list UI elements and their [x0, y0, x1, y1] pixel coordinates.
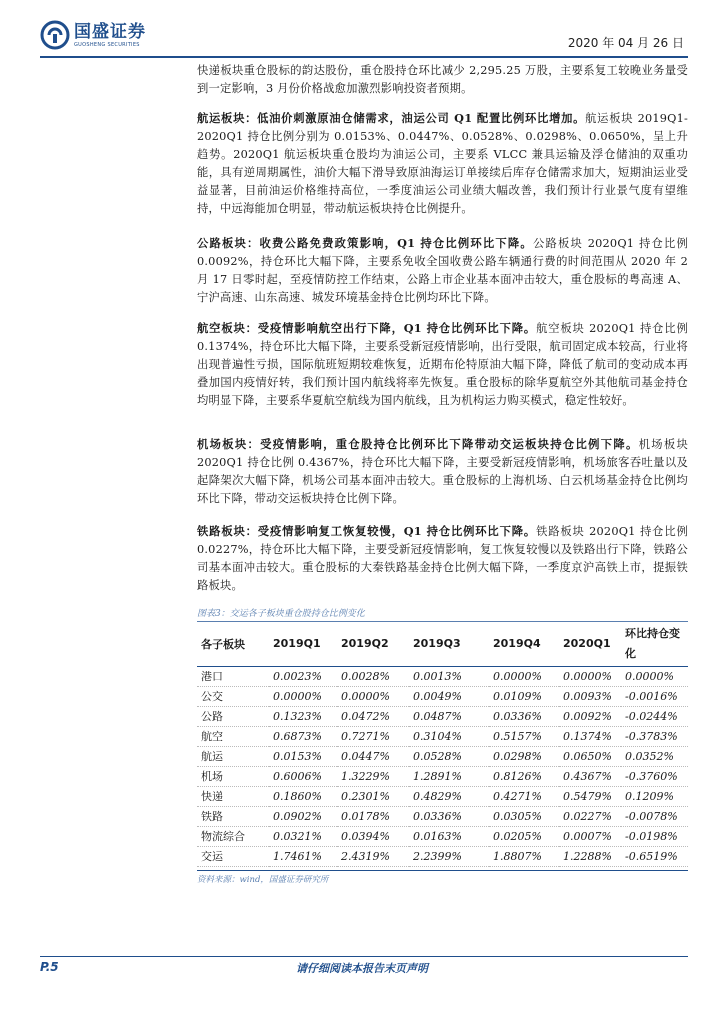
- report-date: 2020 年 04 月 26 日: [567, 36, 684, 50]
- table-cell: 0.4271%: [489, 786, 559, 806]
- page-number: P.5: [40, 960, 59, 974]
- paragraph-aviation: [197, 319, 688, 410]
- table-cell: 0.0394%: [337, 826, 409, 846]
- table-row: [197, 786, 688, 806]
- table-cell: 0.0109%: [489, 686, 559, 706]
- table-cell: 0.0007%: [559, 826, 621, 846]
- footer-disclaimer: 请仔细阅读本报告末页声明: [296, 962, 428, 975]
- table-cell: 0.0000%: [489, 666, 559, 686]
- paragraph-airport: [197, 435, 688, 508]
- row-label: 公路: [197, 706, 269, 726]
- paragraph-lead: 航运板块：低油价刺激原油仓储需求，油运公司 Q1 配置比例环比增加。: [197, 111, 586, 125]
- table-cell: 0.0023%: [269, 666, 337, 686]
- table-row: [197, 806, 688, 826]
- row-label: 公交: [197, 686, 269, 706]
- table-header-row: [197, 622, 688, 666]
- table-cell: 0.0000%: [559, 666, 621, 686]
- table-cell: 0.0650%: [559, 746, 621, 766]
- table-cell: 0.7271%: [337, 726, 409, 746]
- table-cell: 0.5479%: [559, 786, 621, 806]
- paragraph-text: 铁路板块 2020Q1 持仓比例 0.0227%，持仓环比大幅下降，主要受新冠疫情影响，复工恢复较慢以及铁路出行下降，铁路公司基本面冲击较大。重仓股标的大秦铁路基金持仓比例大幅下降，一季度京沪高铁上市，提振铁路板块。: [197, 525, 688, 592]
- table-cell: 1.2288%: [559, 846, 621, 866]
- paragraph-lead: 公路板块：收费公路免费政策影响，Q1 持仓比例环比下降。: [197, 236, 533, 250]
- paragraph-text: 快递板块重仓股标的韵达股份，重仓股持仓环比减少 2,295.25 万股，主要系复工较晚业务量受到一定影响，3 月份价格战愈加激烈影响投资者预期。: [197, 64, 688, 95]
- table-caption: 图表3：交运各子板块重仓股持仓比例变化: [197, 606, 688, 622]
- table-cell: 1.8807%: [489, 846, 559, 866]
- row-label: 快递: [197, 786, 269, 806]
- table-cell: 0.0321%: [269, 826, 337, 846]
- logo-icon: [40, 20, 70, 50]
- table-source: 资料来源：wind，国盛证券研究所: [197, 870, 688, 885]
- table-cell: 0.0902%: [269, 806, 337, 826]
- table-cell: 0.6006%: [269, 766, 337, 786]
- table-cell: 0.0092%: [559, 706, 621, 726]
- column-header: 2019Q2: [337, 622, 409, 666]
- holdings-table-section: [197, 606, 688, 885]
- table-cell: 0.0049%: [409, 686, 489, 706]
- paragraph-highway: [197, 234, 688, 307]
- column-header: 2019Q3: [409, 622, 489, 666]
- table-cell: 0.0000%: [621, 666, 688, 686]
- table-cell: 0.0336%: [409, 806, 489, 826]
- row-label: 物流综合: [197, 826, 269, 846]
- table-cell: 0.0205%: [489, 826, 559, 846]
- table-row: [197, 746, 688, 766]
- footer-divider: [40, 956, 688, 957]
- header-divider: [40, 56, 688, 58]
- table-cell: 2.2399%: [409, 846, 489, 866]
- table-cell: 1.2891%: [409, 766, 489, 786]
- paragraph-lead: 铁路板块：受疫情影响复工恢复较慢，Q1 持仓比例环比下降。: [197, 524, 537, 538]
- column-header: 2020Q1: [559, 622, 621, 666]
- table-cell: 1.3229%: [337, 766, 409, 786]
- table-cell: 0.4367%: [559, 766, 621, 786]
- column-header: 各子板块: [197, 622, 269, 666]
- paragraph-text: 公路板块 2020Q1 持仓比例 0.0092%，持仓环比大幅下降，主要系免收全国收费公路车辆通行费的时间范围从 2020 年 2 月 17 日零时起，至疫情防控工作结束，公路上市企业基本面冲击较大，重仓股标的粤高速 A、宁沪高速、山东高速、城发环境基金持仓比例均环比下降。: [197, 237, 688, 304]
- table-cell: 0.0000%: [337, 686, 409, 706]
- paragraph-railway: [197, 522, 688, 595]
- row-label: 航运: [197, 746, 269, 766]
- table-cell: -0.0078%: [621, 806, 688, 826]
- column-header: 2019Q4: [489, 622, 559, 666]
- table-cell: 0.0336%: [489, 706, 559, 726]
- paragraph-lead: 航空板块：受疫情影响航空出行下降，Q1 持仓比例环比下降。: [197, 321, 537, 335]
- table-cell: 0.0153%: [269, 746, 337, 766]
- table-cell: 0.2301%: [337, 786, 409, 806]
- table-cell: 0.0163%: [409, 826, 489, 846]
- table-cell: 0.1209%: [621, 786, 688, 806]
- table-cell: 0.0447%: [337, 746, 409, 766]
- table-cell: 0.0487%: [409, 706, 489, 726]
- table-cell: 0.0178%: [337, 806, 409, 826]
- table-cell: 0.6873%: [269, 726, 337, 746]
- table-cell: -0.0244%: [621, 706, 688, 726]
- table-cell: 0.4829%: [409, 786, 489, 806]
- column-header: 2019Q1: [269, 622, 337, 666]
- table-cell: 0.0472%: [337, 706, 409, 726]
- paragraph-text: 航运板块 2019Q1-2020Q1 持仓比例分别为 0.0153%、0.0447%、0.0528%、0.0298%、0.0650%，呈上升趋势。2020Q1 航运板块重仓股均为油运公司，主要系 VLCC 兼具运输及浮仓储油的双重功能，具有逆周期属性，油价大幅下滑导致原油海运订单接续后库存仓储需求加大，短期油运业受益显著，目前油运价格维持高位，一季度油运公司业绩大幅改善，我们预计行业景气度有望维持，中远海能加仓明显，带动航运板块持仓比例提升。: [197, 112, 688, 215]
- row-label: 港口: [197, 666, 269, 686]
- column-header: 环比持仓变化: [621, 622, 688, 666]
- page-header: [40, 18, 690, 58]
- row-label: 机场: [197, 766, 269, 786]
- table-cell: 1.7461%: [269, 846, 337, 866]
- table-cell: -0.3783%: [621, 726, 688, 746]
- table-cell: 0.0227%: [559, 806, 621, 826]
- table-cell: 0.0093%: [559, 686, 621, 706]
- holdings-table: [197, 622, 688, 867]
- paragraph-text: 航空板块 2020Q1 持仓比例 0.1374%，持仓环比大幅下降，主要系受新冠疫情影响，出行受限，航司固定成本较高，行业将出现普遍性亏损，国际航班短期较难恢复，近期布伦特原油大幅下降，降低了航司的变动成本再叠加国内疫情好转，我们预计国内航线将率先恢复。重仓股标的除华夏航空外其他航司基金持仓均明显下降，主要系华夏航空航线为国内航线，且为机构运力购买模式，稳定性较好。: [197, 322, 688, 407]
- table-row: [197, 686, 688, 706]
- table-row: [197, 826, 688, 846]
- table-cell: 0.0028%: [337, 666, 409, 686]
- table-cell: 0.0298%: [489, 746, 559, 766]
- row-label: 航空: [197, 726, 269, 746]
- table-row: [197, 846, 688, 866]
- table-row: [197, 706, 688, 726]
- table-row: [197, 766, 688, 786]
- paragraph-text: 机场板块 2020Q1 持仓比例 0.4367%，持仓环比大幅下降，主要受新冠疫情影响，机场旅客吞吐量以及起降架次大幅下降，机场公司基本面冲击较大。重仓股标的上海机场、白云机场基金持仓比例均环比下降，带动交运板块持仓比例下降。: [197, 438, 688, 505]
- table-cell: 0.0528%: [409, 746, 489, 766]
- table-cell: 0.1860%: [269, 786, 337, 806]
- table-cell: 2.4319%: [337, 846, 409, 866]
- logo-name-en: GUOSHENG SECURITIES: [74, 41, 140, 48]
- table-cell: 0.1374%: [559, 726, 621, 746]
- row-label: 交运: [197, 846, 269, 866]
- table-cell: 0.0013%: [409, 666, 489, 686]
- paragraph-lead: 机场板块：受疫情影响，重仓股持仓比例环比下降带动交运板块持仓比例下降。: [197, 437, 639, 451]
- table-cell: -0.0016%: [621, 686, 688, 706]
- table-cell: -0.3760%: [621, 766, 688, 786]
- company-logo: [40, 20, 146, 50]
- row-label: 铁路: [197, 806, 269, 826]
- table-cell: 0.0305%: [489, 806, 559, 826]
- table-cell: 0.5157%: [489, 726, 559, 746]
- table-cell: 0.8126%: [489, 766, 559, 786]
- table-cell: -0.6519%: [621, 846, 688, 866]
- logo-name-cn: 国盛证券: [74, 21, 146, 42]
- table-cell: -0.0198%: [621, 826, 688, 846]
- paragraph-shipping: [197, 109, 688, 218]
- table-body: [197, 666, 688, 866]
- table-cell: 0.0352%: [621, 746, 688, 766]
- table-row: [197, 726, 688, 746]
- paragraph-express: [197, 62, 688, 98]
- table-row: [197, 666, 688, 686]
- table-cell: 0.3104%: [409, 726, 489, 746]
- table-cell: 0.1323%: [269, 706, 337, 726]
- table-cell: 0.0000%: [269, 686, 337, 706]
